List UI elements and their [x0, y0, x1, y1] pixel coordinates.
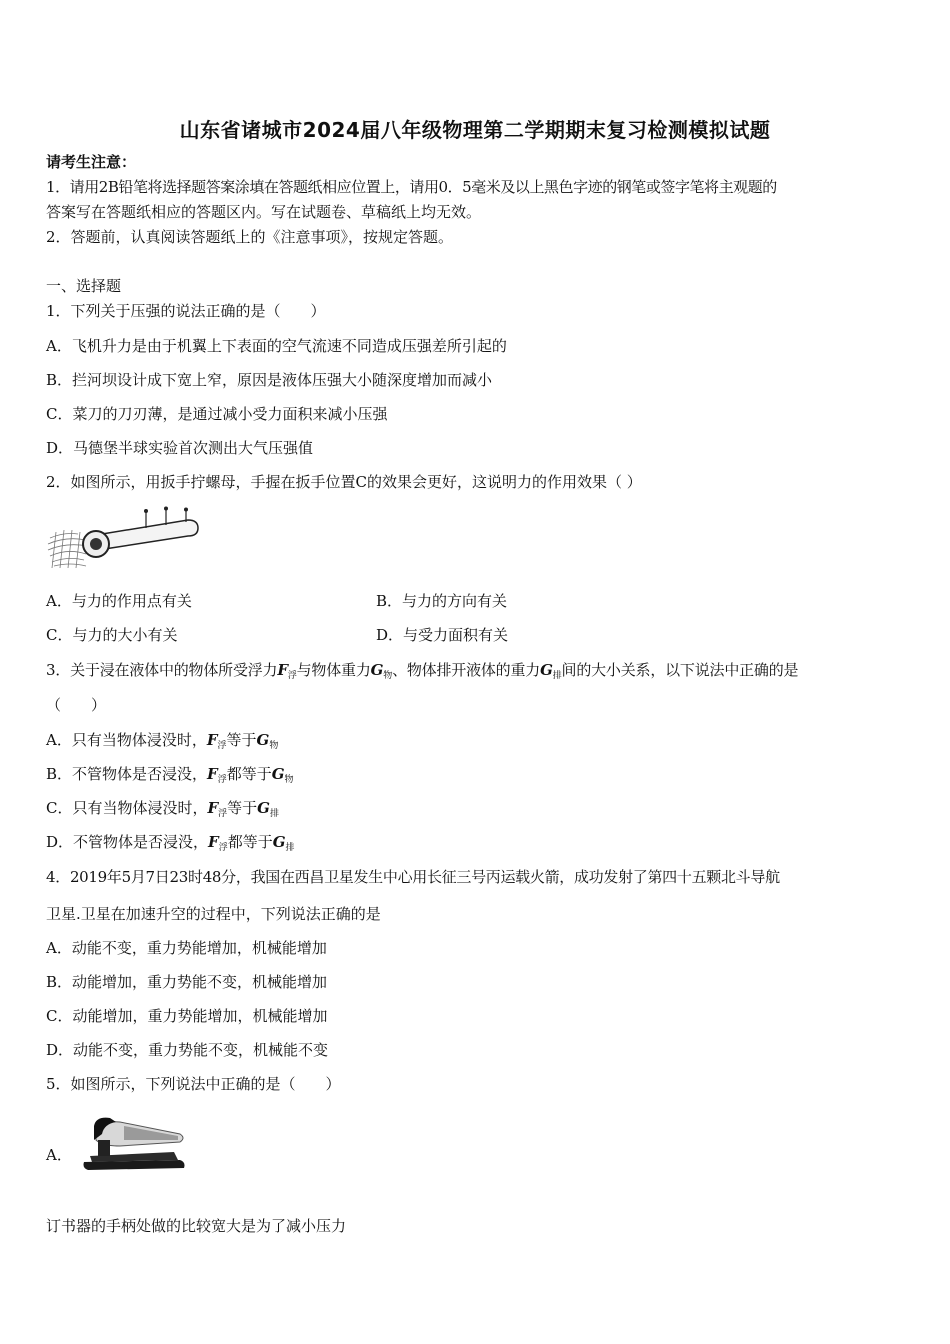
q3-gravity-symbol-2: G: [540, 661, 553, 679]
q3-b-f: F: [207, 765, 218, 783]
q2-option-b[interactable]: B．与力的方向有关: [376, 592, 508, 610]
q3-stem-mid2: 、物体排开液体的重力: [392, 661, 541, 679]
q4-stem-line2: 卫星.卫星在加速升空的过程中，下列说法正确的是: [46, 905, 381, 923]
q1-stem: 1．下列关于压强的说法正确的是（ ）: [46, 302, 326, 320]
q2-option-a[interactable]: A．与力的作用点有关: [46, 592, 192, 610]
stapler-figure: [80, 1110, 188, 1176]
q4-option-a[interactable]: A．动能不变，重力势能增加，机械能增加: [46, 939, 327, 957]
q3-d-text: D．不管物体是否浸没，: [46, 833, 209, 851]
q3-d-f: F: [208, 833, 219, 851]
q3-c-text: C．只有当物体浸没时，: [46, 799, 208, 817]
q3-c-sub-pai: 排: [269, 809, 279, 819]
q3-a-text: A．只有当物体浸没时，: [46, 731, 207, 749]
q4-option-b[interactable]: B．动能增加，重力势能不变，机械能增加: [46, 973, 328, 991]
q3-b-sub-wu: 物: [284, 775, 294, 785]
q3-sub-fu: 浮: [287, 671, 297, 681]
q3-d-sub-pai: 排: [285, 843, 295, 853]
q3-d-equal: 都等于: [227, 833, 273, 851]
q3-d-sub-fu: 浮: [218, 843, 228, 853]
q3-option-c[interactable]: [46, 798, 279, 824]
q5-stem: 5．如图所示，下列说法中正确的是（ ）: [46, 1075, 341, 1093]
q3-stem: [46, 660, 798, 686]
q3-stem-pre: 3．关于浸在液体中的物体所受浮力: [46, 661, 278, 679]
q4-stem-line1: 4．2019年5月7日23时48分，我国在西昌卫星发生中心用长征三号丙运载火箭，成功发射了第四十五颗北斗导航: [46, 868, 780, 886]
q3-option-a[interactable]: [46, 730, 278, 756]
section-heading: 一、选择题: [46, 277, 122, 295]
q1-option-b[interactable]: B．拦河坝设计成下宽上窄，原因是液体压强大小随深度增加而减小: [46, 371, 493, 389]
q3-b-equal: 都等于: [226, 765, 272, 783]
q3-d-g: G: [272, 833, 286, 851]
q1-option-d[interactable]: D．马德堡半球实验首次测出大气压强值: [46, 439, 314, 457]
notice-line2: 2．答题前，认真阅读答题纸上的《注意事项》，按规定答题。: [46, 228, 454, 246]
q1-option-c[interactable]: C．菜刀的刀刃薄，是通过减小受力面积来减小压强: [46, 405, 388, 423]
wrench-figure: [46, 506, 200, 572]
q3-sub-pai: 排: [552, 671, 562, 681]
q3-b-sub-fu: 浮: [217, 775, 227, 785]
q4-option-c[interactable]: C．动能增加，重力势能增加，机械能增加: [46, 1007, 328, 1025]
wrench-hatch-surface: [48, 530, 88, 568]
q2-option-d[interactable]: D．与受力面积有关: [376, 626, 509, 644]
notice-heading: 请考生注意：: [46, 153, 137, 171]
q3-c-g: G: [257, 799, 270, 817]
q3-sub-wu: 物: [383, 671, 393, 681]
page-title: 山东省诸城市2024届八年级物理第二学期期末复习检测模拟试题: [179, 118, 771, 142]
q3-a-equal: 等于: [226, 731, 257, 749]
q3-force-symbol: F: [277, 661, 288, 679]
q3-option-d[interactable]: [46, 832, 295, 858]
q3-a-f: F: [206, 731, 218, 749]
q3-stem-post: 间的大小关系，以下说法中正确的是: [561, 661, 799, 679]
q3-b-g: G: [271, 765, 285, 783]
q5-option-a-text: 订书器的手柄处做的比较宽大是为了减小压力: [46, 1217, 347, 1235]
q3-a-sub-wu: 物: [269, 741, 279, 751]
q3-a-sub-fu: 浮: [217, 741, 227, 751]
notice-line1b: 答案写在答题纸相应的答题区内。写在试题卷、草稿纸上均无效。: [46, 203, 482, 221]
q3-gravity-symbol: G: [370, 661, 384, 679]
q5-option-a-label[interactable]: A．: [46, 1146, 72, 1164]
q1-option-a[interactable]: A．飞机升力是由于机翼上下表面的空气流速不同造成压强差所引起的: [46, 337, 507, 355]
q3-c-equal: 等于: [227, 799, 258, 817]
q3-c-f: F: [207, 799, 219, 817]
q2-option-c[interactable]: C．与力的大小有关: [46, 626, 178, 644]
q3-c-sub-fu: 浮: [218, 809, 228, 819]
q3-b-text: B．不管物体是否浸没，: [46, 765, 208, 783]
q3-stem-mid1: 与物体重力: [296, 661, 371, 679]
q3-option-b[interactable]: [46, 764, 294, 790]
q3-a-g: G: [256, 731, 270, 749]
q2-stem: 2．如图所示，用扳手拧螺母，手握在扳手位置C的效果会更好，这说明力的作用效果（ ）: [46, 473, 642, 491]
q3-paren: （ ）: [46, 696, 107, 714]
notice-line1a: 1．请用2B铅笔将选择题答案涂填在答题纸相应位置上，请用0．5毫米及以上黑色字迹的钢笔或签字笔将主观题的: [46, 178, 777, 196]
q4-option-d[interactable]: D．动能不变，重力势能不变，机械能不变: [46, 1041, 329, 1059]
